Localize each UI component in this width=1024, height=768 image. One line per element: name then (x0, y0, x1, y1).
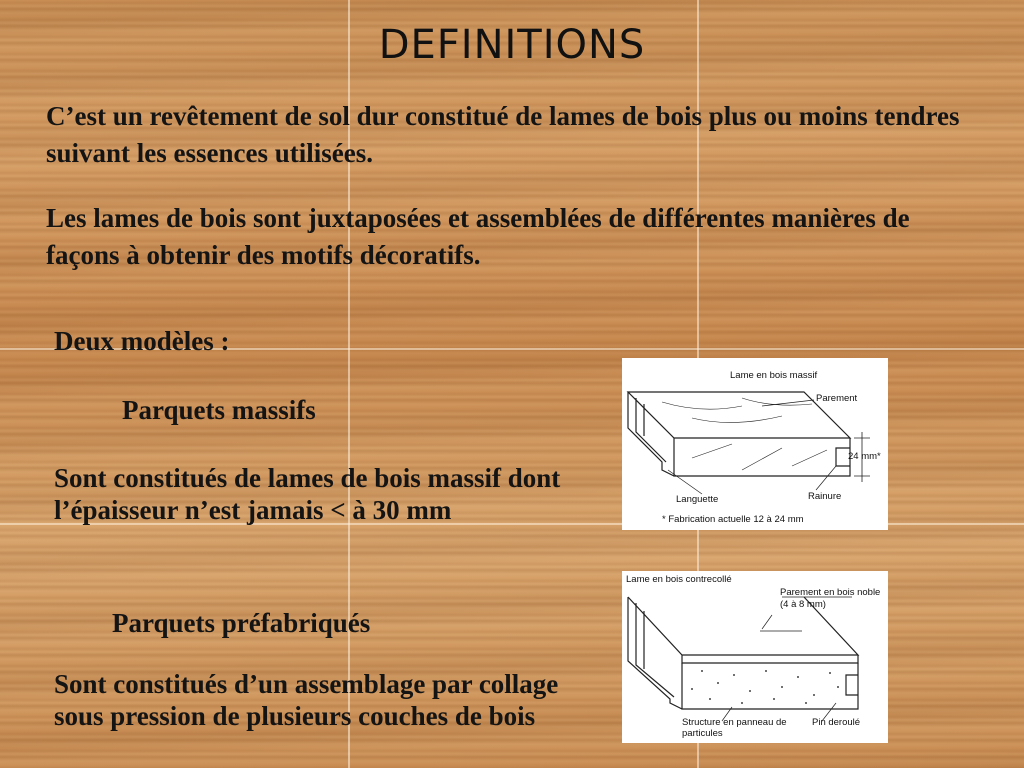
model1-title: Parquets massifs (122, 395, 316, 425)
figure2-structure-label-2: particules (682, 728, 723, 739)
solid-wood-board-diagram (622, 358, 888, 530)
figure1-languette-label: Languette (676, 494, 719, 505)
slide-title: DEFINITIONS (378, 22, 646, 68)
definition-paragraph-1: C’est un revêtement de sol dur constitué de lames de bois plus ou moins tendres suivant les essences utilisées. (46, 101, 960, 168)
figure1-parement-label: Parement (816, 393, 858, 404)
models-heading: Deux modèles : (54, 326, 230, 356)
definition-paragraph-2: Les lames de bois sont juxtaposées et assemblées de différentes manières de façons à obtenir des motifs décoratifs. (46, 203, 910, 270)
figure2-structure-label: Structure en panneau de (682, 717, 787, 728)
model2-description: Sont constitués d’un assemblage par collage sous pression de plusieurs couches de bois (54, 669, 559, 731)
figure1-thickness-label: 24 mm* (848, 451, 881, 462)
model1-description: Sont constitués de lames de bois massif dont l’épaisseur n’est jamais < à 30 mm (54, 463, 561, 525)
figure1-note: * Fabrication actuelle 12 à 24 mm (662, 514, 804, 525)
model2-title: Parquets préfabriqués (112, 608, 371, 638)
figure2-parement-label: Parement en bois noble (780, 587, 881, 598)
solid-wood-board-drawing (622, 358, 888, 530)
figure2-parement-thickness: (4 à 8 mm) (780, 599, 826, 610)
figure1-rainure-label: Rainure (808, 491, 842, 502)
laminated-board-diagram (622, 571, 888, 743)
figure2-pin-label: Pin deroulé (812, 717, 861, 728)
figure2-title: Lame en bois contrecollé (626, 574, 732, 585)
figure1-title: Lame en bois massif (730, 370, 818, 381)
